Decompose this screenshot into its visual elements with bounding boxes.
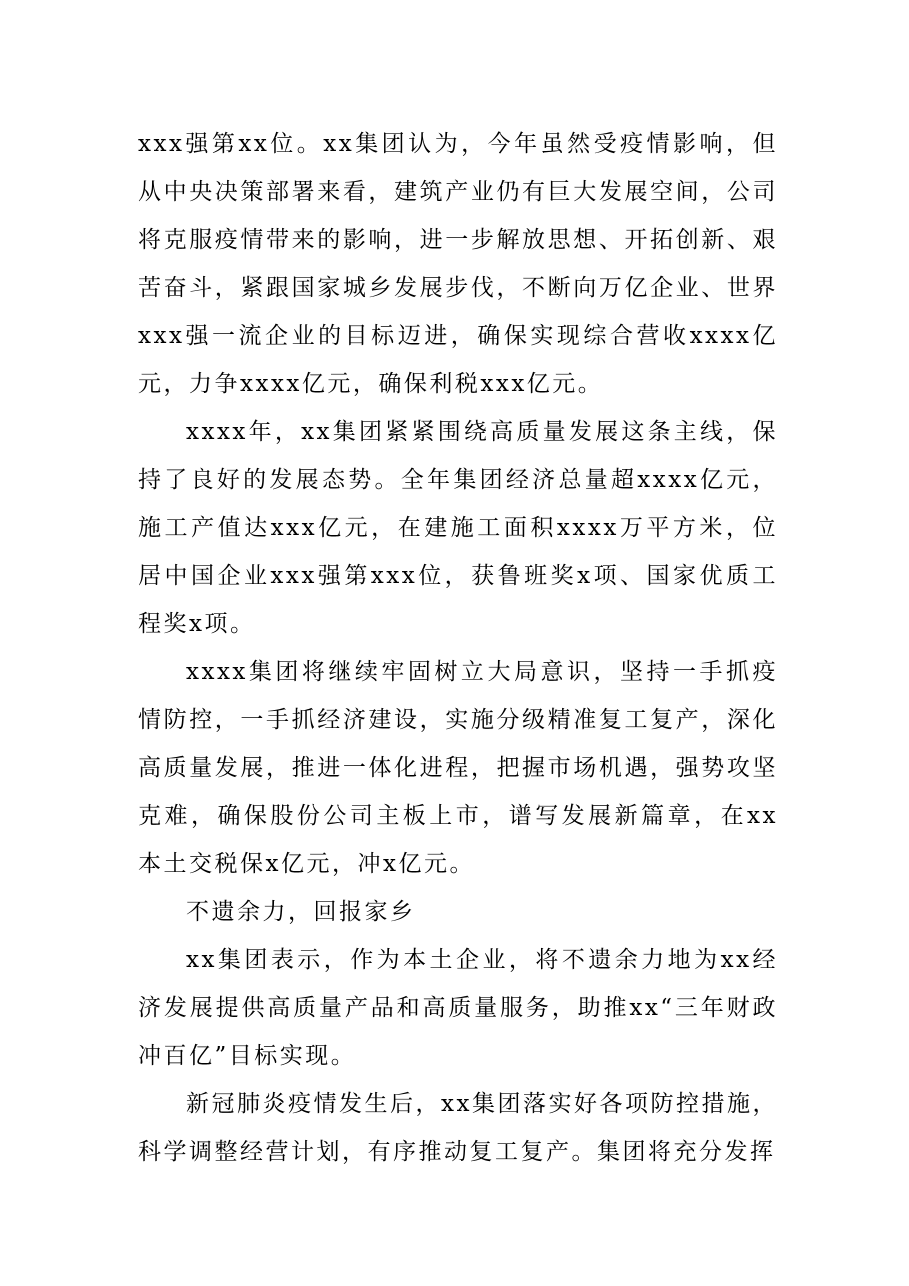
paragraph-continuation: xxx强第xx位。xx集团认为，今年虽然受疫情影响，但从中央决策部署来看，建筑产业仍有巨大发展空间，公司将克服疫情带来的影响，进一步解放思想、开拓创新、艰苦奋斗，紧跟国家城乡发展步伐，不断向万亿企业、世界xxx强一流企业的目标迈进，确保实现综合营收xxxx亿元，力争xxxx亿元，确保利税xxx亿元。 xyxy=(138,131,778,397)
paragraph-future-plans: xxxx集团将继续牢固树立大局意识，坚持一手抓疫情防控，一手抓经济建设，实施分级精准复工复产，深化高质量发展，推进一体化进程，把握市场机遇，强势攻坚克难，确保股份公司主板上市，谱写发展新篇章，在xx本土交税保x亿元，冲x亿元。 xyxy=(138,659,778,877)
paragraph-local-contribution: xx集团表示，作为本土企业，将不遗余力地为xx经济发展提供高质量产品和高质量服务，助推xx“三年财政冲百亿”目标实现。 xyxy=(138,947,778,1069)
section-heading: 不遗余力，回报家乡 xyxy=(186,899,416,925)
document-body xyxy=(138,120,778,1176)
paragraph-development-status: xxxx年，xx集团紧紧围绕高质量发展这条主线，保持了良好的发展态势。全年集团经济总量超xxxx亿元，施工产值达xxx亿元，在建施工面积xxxx万平方米，位居中国企业xxx强第xxx位，获鲁班奖x项、国家优质工程奖x项。 xyxy=(138,419,778,637)
paragraph-epidemic-response: 新冠肺炎疫情发生后，xx集团落实好各项防控措施，科学调整经营计划，有序推动复工复产。集团将充分发挥 xyxy=(138,1091,778,1165)
